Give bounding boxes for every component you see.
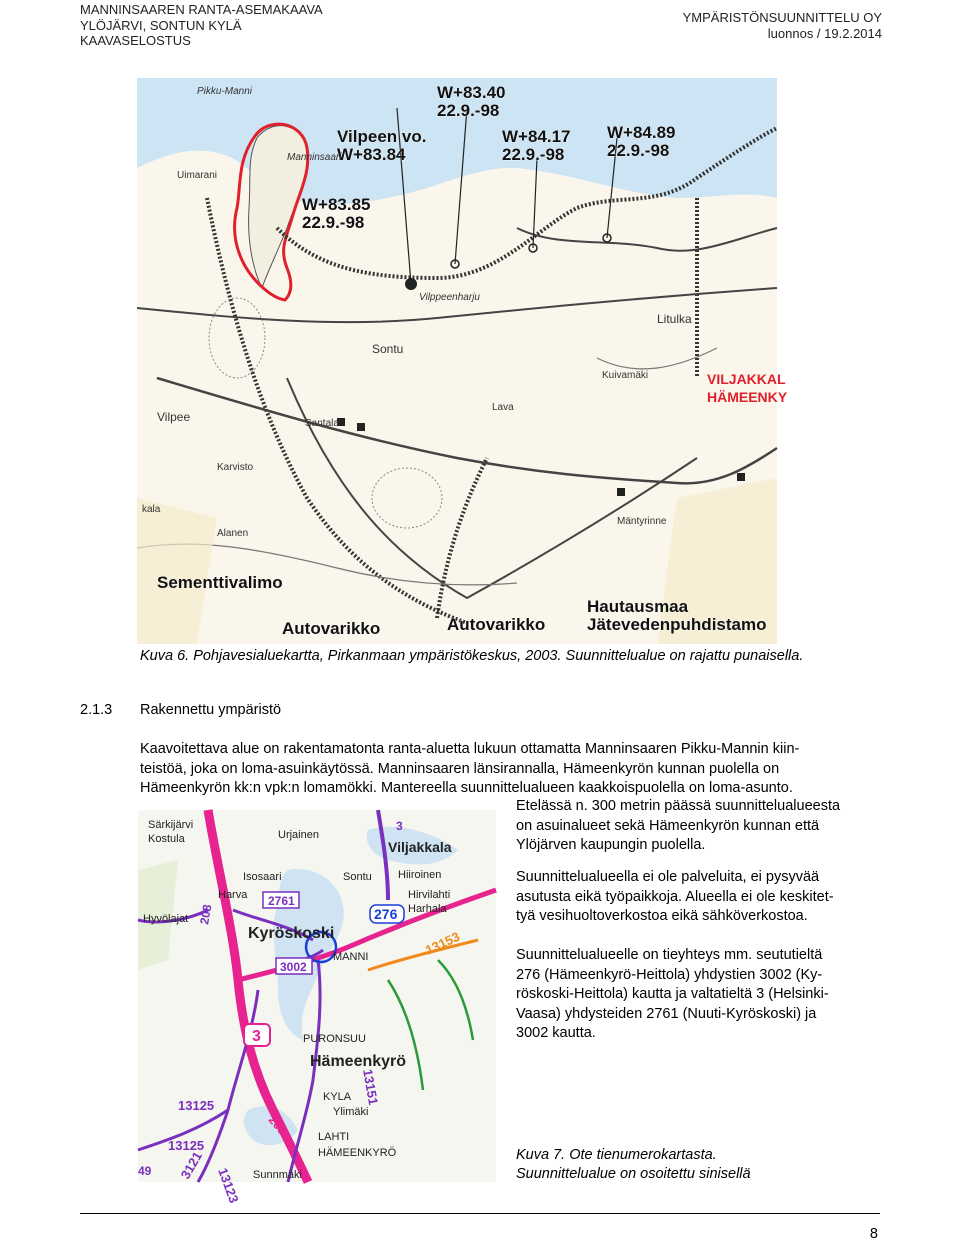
map-label: 22.9.-98 — [302, 213, 365, 232]
header-doctype: KAAVASELOSTUS — [80, 33, 191, 48]
map-label: Uimarani — [177, 170, 218, 181]
map-label: Litulka — [657, 312, 692, 326]
text-line: Vaasa) yhdysteiden 2761 (Nuuti-Kyröskoski) ja — [516, 1005, 817, 1022]
building-marker — [737, 473, 745, 481]
groundwater-map — [137, 78, 788, 644]
map-label: Hiiroinen — [398, 869, 442, 881]
road-number: 2761 — [268, 894, 295, 908]
gravel-area — [372, 468, 442, 528]
text-line: tyä vesihuoltoverkostoa eikä sähköverkostoa. — [516, 908, 808, 924]
map-label: Jätevedenpuhdistamo — [587, 615, 767, 634]
road-number: 49 — [138, 1164, 152, 1178]
map-label: VILJAKKAL — [707, 371, 786, 387]
header-title: MANNINSAAREN RANTA-ASEMAKAAVA — [80, 2, 323, 17]
map-label: Vilpee — [157, 410, 191, 424]
paragraph — [516, 797, 906, 856]
caption-line: Suunnittelualue on osoitettu sinisellä — [516, 1166, 751, 1182]
map-label: Kyröskoski — [248, 925, 335, 942]
road-number: 13123 — [215, 1165, 242, 1206]
road-number: 276 — [374, 906, 398, 922]
building-marker — [617, 488, 625, 496]
road-number: 3002 — [280, 960, 307, 974]
text-line: Hämeenkyrön kk:n vpk:n lomamökki. Mantereella suunnittelualueen kaakkoispuolella on loma-asunto. — [140, 780, 793, 796]
road-number-map — [138, 810, 496, 1206]
caption-line: Kuva 7. Ote tienumerokartasta. — [516, 1147, 717, 1163]
map-label: Hyvölajat — [143, 913, 189, 925]
map-label: 22.9.-98 — [607, 141, 670, 160]
map-label: Kuivamäki — [602, 370, 649, 381]
map-label: Hämeenkyrö — [310, 1053, 407, 1070]
map-label: Sementtivalimo — [157, 573, 283, 592]
text-line: Suunnittelualueelle on tieyhteys mm. seututieltä — [516, 947, 823, 963]
map-label: W+83.84 — [337, 145, 406, 164]
header-date: luonnos / 19.2.2014 — [767, 25, 882, 41]
map-label: 22.9.-98 — [502, 145, 565, 164]
road-number: 3 — [252, 1028, 261, 1045]
map-label: Urjainen — [278, 829, 319, 841]
map-label: Viljakkala — [388, 839, 452, 855]
map-label: W+83.85 — [302, 195, 371, 214]
map-label: W+84.89 — [607, 123, 676, 142]
map-label: Santala — [305, 418, 339, 429]
header-right — [683, 10, 882, 41]
map-label: KYLA — [323, 1091, 352, 1103]
header-left — [80, 2, 323, 49]
island-shape — [249, 126, 308, 288]
map-label: Vilppeenharju — [419, 292, 480, 303]
map-label: Sunnmäki — [253, 1169, 302, 1181]
header-location: YLÖJÄRVI, SONTUN KYLÄ — [80, 17, 242, 33]
map-label: Harhala — [408, 903, 447, 915]
road-number: 13153 — [422, 928, 463, 958]
map-label: Hirvilahti — [408, 889, 451, 901]
paragraph — [516, 946, 886, 1044]
map-label: Autovarikko — [447, 615, 546, 634]
header-company: YMPÄRISTÖNSUUNNITTELU OY — [682, 10, 882, 25]
page-number: 8 — [869, 1226, 878, 1242]
road-number: 208 — [197, 903, 215, 926]
road-number: 206 — [265, 1112, 290, 1138]
map-label: HÄMEENKYRÖ — [318, 1147, 397, 1159]
text-line: röskoski-Heittola) kautta ja valtatieltä 3 (Helsinki- — [516, 986, 829, 1002]
map-label: Autovarikko — [282, 619, 381, 638]
map-label: Hautausmaa — [587, 597, 689, 616]
road-number: 13125 — [168, 1138, 205, 1153]
map-label: Ylimäki — [333, 1106, 369, 1118]
map-label: kala — [142, 504, 161, 515]
text-line: 276 (Hämeenkyrö-Heittola) yhdystien 3002 (Ky- — [516, 966, 823, 983]
forest-area — [137, 498, 217, 644]
road-13125 — [198, 990, 258, 1182]
map-label: Mäntyrinne — [617, 516, 667, 527]
road-shore — [517, 228, 777, 251]
map-label: Särkijärvi — [148, 819, 194, 831]
road-number: 13125 — [178, 1098, 215, 1113]
footer-rule — [80, 1213, 880, 1214]
text-line: on asuinalueet sekä Hämeenkyrön kunnan että — [516, 817, 820, 834]
road-green — [438, 960, 473, 1040]
map-label: Vilpeen vo. — [337, 127, 427, 146]
text-line: Suunnittelualueella ei ole palveluita, ei pysyvää — [516, 869, 820, 885]
building-marker — [357, 423, 365, 431]
map-label: Lava — [492, 402, 514, 413]
map-label: LAHTI — [318, 1131, 350, 1143]
text-line: Ylöjärven kaupungin puolella. — [516, 837, 706, 853]
map-label: Alanen — [217, 528, 249, 539]
gravel-area — [209, 298, 265, 378]
text-line: teistöä, joka on loma-asuinkäytössä. Manninsaaren länsirannalla, Hämeenkyrön kunnan puolella on — [140, 760, 780, 777]
map-label: Kostula — [148, 833, 185, 845]
text-line: Etelässä n. 300 metrin päässä suunnittelualueesta — [516, 798, 841, 814]
section-title: Rakennettu ympäristö — [140, 702, 282, 718]
map-label: Karvisto — [217, 462, 254, 473]
figure-caption-7 — [516, 1146, 751, 1184]
map-label: Manninsaari — [287, 152, 342, 163]
map-label: Isosaari — [243, 871, 282, 883]
map-label: PURONSUU — [303, 1033, 366, 1045]
groundwater-boundary-west — [207, 198, 467, 623]
map-label: Sontu — [343, 871, 372, 883]
map-label: W+84.17 — [502, 127, 571, 146]
section-number: 2.1.3 — [80, 702, 113, 718]
road-number: 13151 — [360, 1067, 382, 1107]
map-label: W+83.40 — [437, 83, 506, 102]
map-label: MANNI — [333, 951, 369, 963]
map-label: Pikku-Manni — [197, 86, 253, 97]
road-green — [388, 980, 423, 1090]
map-label: Harva — [218, 889, 248, 901]
paragraph — [516, 868, 886, 927]
text-line: asutusta eikä työpaikkoja. Alueella ei ole keskitet- — [516, 888, 834, 905]
map-label: 22.9.-98 — [437, 101, 500, 120]
paragraph — [140, 740, 880, 799]
text-line: 3002 kautta. — [516, 1025, 596, 1041]
map-label: Sontu — [372, 342, 404, 356]
figure-caption-6: Kuva 6. Pohjavesialuekartta, Pirkanmaan ympäristökeskus, 2003. Suunnittelualue on rajattu punaisella. — [140, 648, 804, 664]
map-label: HÄMEENKY — [707, 389, 788, 405]
road-number: 3 — [396, 819, 403, 833]
section-heading — [80, 702, 281, 718]
road-number: 3121 — [177, 1148, 206, 1182]
text-line: Kaavoitettava alue on rakentamatonta ranta-aluetta lukuun ottamatta Manninsaaren Pikku-Mannin kiin- — [140, 741, 800, 757]
